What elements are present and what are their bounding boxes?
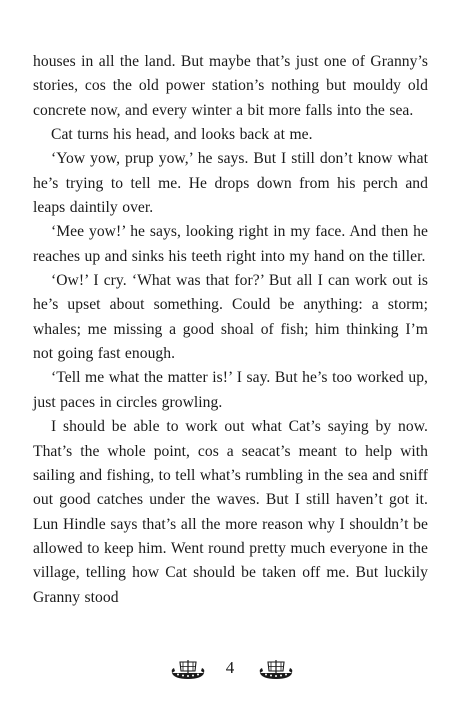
paragraph: ‘Yow yow, prup yow,’ he says. But I still don’t know what he’s trying to tell me. He drops down from his perch and leaps daintily over. <box>33 150 428 217</box>
body-text <box>33 50 428 610</box>
paragraph: ‘Tell me what the matter is!’ I say. But he’s too worked up, just paces in circles growling. <box>33 369 428 411</box>
page-footer <box>0 655 460 685</box>
page-number: 4 <box>225 658 235 677</box>
paragraph: I should be able to work out what Cat’s saying by now. That’s the whole point, cos a seacat’s meant to help with sailing and fishing, to tell what’s rumbling in the sea and sniff out good catches under the waves. But I still haven’t got it. Lun Hindle says that’s all the more reason why I shouldn’t be allowed to keep him. Went round pretty much everyone in the village, telling how Cat should be taken off me. But luckily Granny stood <box>33 418 428 606</box>
viking-ship-icon <box>258 657 294 681</box>
paragraph: ‘Mee yow!’ he says, looking right in my face. And then he reaches up and sinks his teeth right into my hand on the tiller. <box>33 223 428 265</box>
paragraph: ‘Ow!’ I cry. ‘What was that for?’ But all I can work out is he’s upset about something. Could be anything: a storm; whales; me missing a good shoal of fish; him thinking I’m not going fast enough. <box>33 272 428 363</box>
paragraph-continuation: houses in all the land. But maybe that’s just one of Granny’s stories, cos the old power station’s nothing but mouldy old concrete now, and every winter a bit more falls into the sea. <box>33 53 428 119</box>
viking-ship-icon <box>170 657 206 681</box>
paragraph: Cat turns his head, and looks back at me. <box>51 126 313 144</box>
